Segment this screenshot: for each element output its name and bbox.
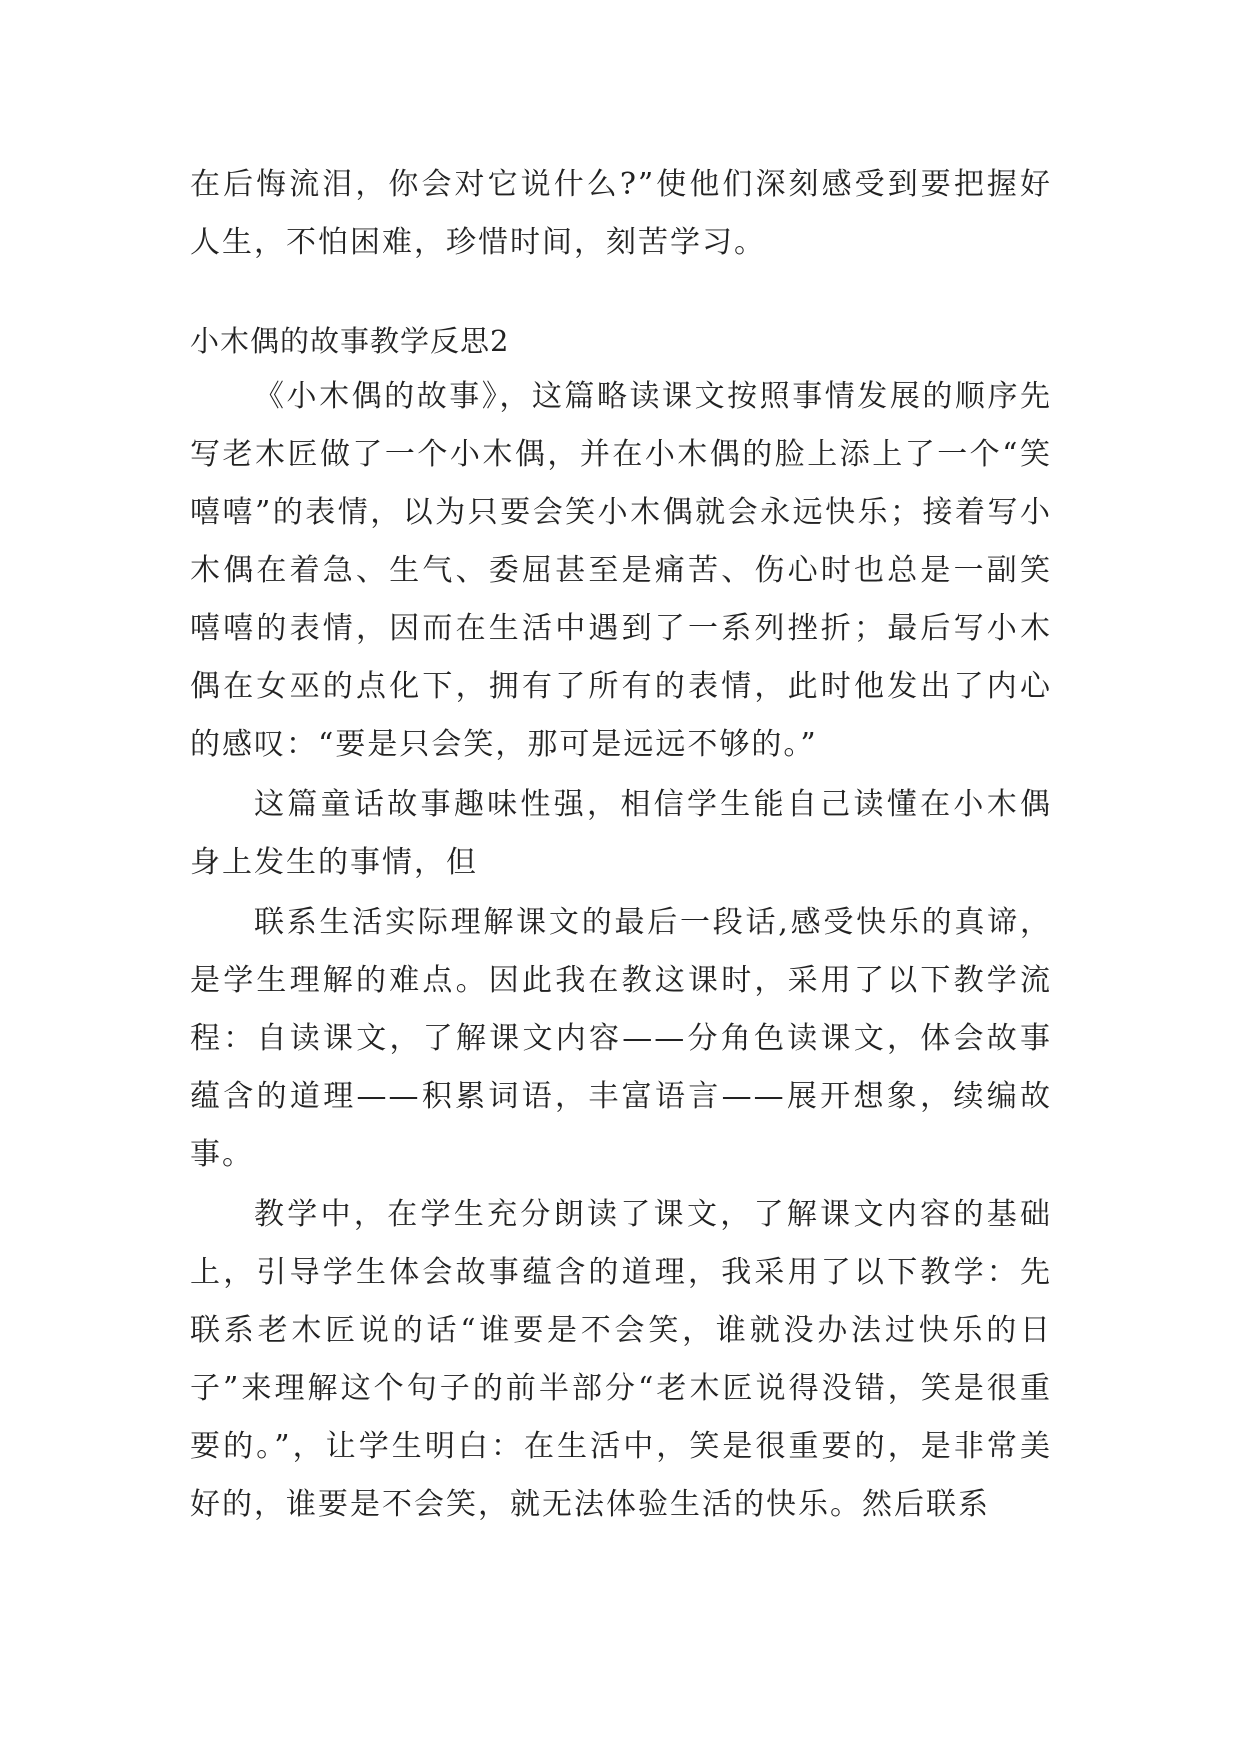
document-body — [190, 156, 1052, 1534]
section-heading: 小木偶的故事教学反思2 — [190, 324, 510, 358]
paragraph-continuation: 在后悔流泪，你会对它说什么?”使他们深刻感受到要把握好人生，不怕困难，珍惜时间，刻苦学习。 — [190, 167, 1052, 260]
spacer — [190, 272, 1052, 316]
paragraph-1: 《小木偶的故事》，这篇略读课文按照事情发展的顺序先写老木匠做了一个小木偶，并在小木偶的脸上添上了一个“笑嘻嘻”的表情，以为只要会笑小木偶就会永远快乐；接着写小木偶在着急、生气、委屈甚至是痛苦、伤心时也总是一副笑嘻嘻的表情，因而在生活中遇到了一系列挫折；最后写小木偶在女巫的点化下，拥有了所有的表情，此时他发出了内心的感叹：“要是只会笑，那可是远远不够的。” — [190, 379, 1052, 762]
paragraph-4: 教学中，在学生充分朗读了课文，了解课文内容的基础上，引导学生体会故事蕴含的道理，我采用了以下教学：先联系老木匠说的话“谁要是不会笑，谁就没办法过快乐的日子”来理解这个句子的前半部分“老木匠说得没错，笑是很重要的。”，让学生明白：在生活中，笑是很重要的，是非常美好的，谁要是不会笑，就无法体验生活的快乐。然后联系 — [190, 1197, 1052, 1522]
paragraph-3: 联系生活实际理解课文的最后一段话,感受快乐的真谛，是学生理解的难点。因此我在教这课时，采用了以下教学流程：自读课文，了解课文内容——分角色读课文，体会故事蕴含的道理——积累词语，丰富语言——展开想象，续编故事。 — [190, 905, 1052, 1172]
paragraph-2: 这篇童话故事趣味性强，相信学生能自己读懂在小木偶身上发生的事情，但 — [190, 787, 1052, 880]
